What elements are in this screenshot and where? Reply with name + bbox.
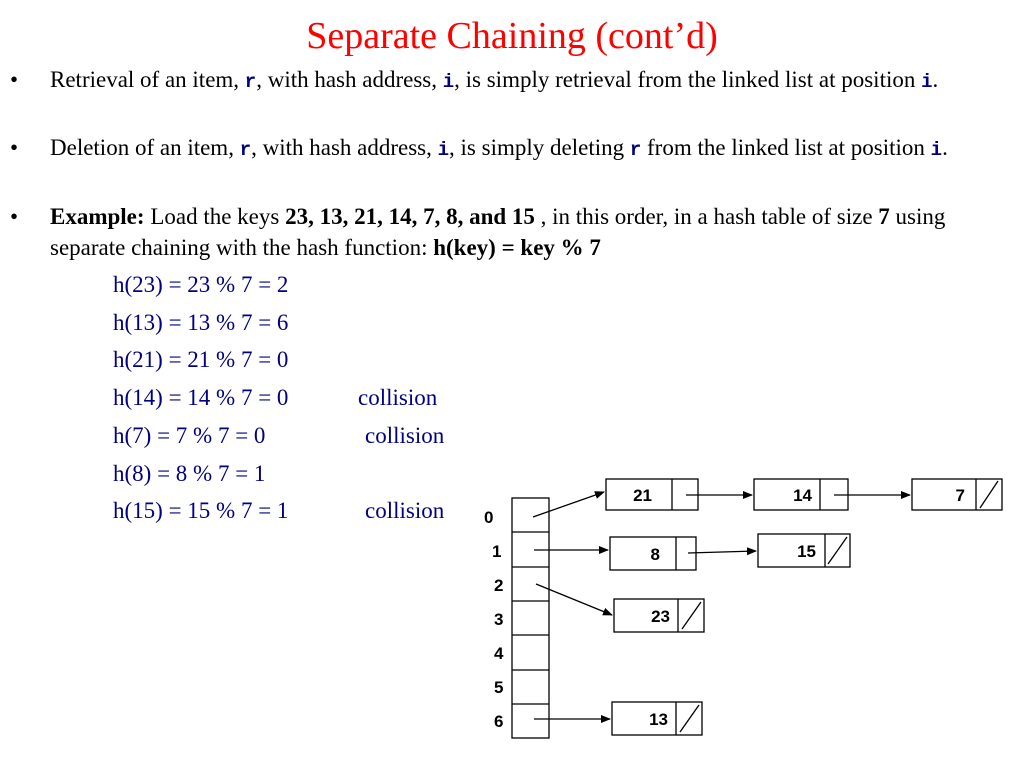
hash-expr: h(15) = 15 % 7 = 1: [113, 498, 289, 523]
code-i: i: [930, 139, 943, 161]
text-run: using separate chaining with the hash function:: [50, 204, 946, 260]
text-run: from the linked list at position: [641, 135, 931, 160]
bullet-icon: •: [10, 135, 19, 160]
bucket-index: 2: [494, 576, 504, 595]
hash-expr: h(13) = 13 % 7 = 6: [113, 310, 289, 335]
code-r: r: [629, 139, 642, 161]
code-r: r: [244, 71, 257, 93]
text-run: Retrieval of an item,: [50, 67, 245, 92]
bucket-index: 5: [494, 678, 504, 697]
collision-note: collision: [365, 498, 445, 523]
bucket-index: 1: [492, 542, 502, 561]
text-run: , with hash address,: [251, 135, 438, 160]
bucket-array: [512, 498, 549, 738]
text-run: , is simply deleting: [449, 135, 630, 160]
list-node: [606, 479, 698, 510]
node-value: 15: [797, 542, 816, 561]
node-value: 21: [633, 486, 652, 505]
bucket-index: 3: [494, 610, 504, 629]
hash-expr: h(23) = 23 % 7 = 2: [113, 272, 289, 297]
node-value: 8: [650, 545, 660, 564]
code-i: i: [437, 139, 450, 161]
bullet-icon: •: [10, 204, 19, 229]
text-run: .: [932, 67, 939, 92]
example-keys: 23, 13, 21, 14, 7, 8, and 15: [285, 204, 535, 229]
page-title: Separate Chaining (cont’d): [306, 15, 718, 57]
node-value: 14: [793, 486, 812, 505]
code-i: i: [442, 71, 455, 93]
node-value: 13: [649, 710, 668, 729]
hash-expr: h(14) = 14 % 7 = 0: [113, 385, 289, 410]
node-value: 7: [955, 486, 965, 505]
text-run: .: [942, 135, 948, 160]
text-run: Deletion of an item,: [50, 135, 240, 160]
text-run: Load the keys: [144, 204, 286, 229]
code-i: i: [921, 71, 933, 93]
bucket-index: 4: [494, 644, 504, 663]
hash-expr: h(8) = 8 % 7 = 1: [113, 461, 266, 486]
collision-note: collision: [365, 423, 445, 448]
bucket-index: 0: [484, 508, 494, 527]
text-run: , with hash address,: [256, 67, 443, 92]
pointer-arrow: [688, 551, 756, 553]
bucket-index: 6: [494, 712, 504, 731]
node-value: 23: [651, 607, 670, 626]
collision-note: collision: [358, 385, 438, 410]
code-r: r: [239, 139, 252, 161]
text-run: , is simply retrieval from the linked list at position: [454, 67, 922, 92]
hash-expr: h(21) = 21 % 7 = 0: [113, 347, 289, 372]
example-label: Example:: [50, 204, 145, 229]
table-size: 7: [878, 204, 890, 229]
hash-function: h(key) = key % 7: [433, 235, 601, 260]
hash-expr: h(7) = 7 % 7 = 0: [113, 423, 266, 448]
text-run: , in this order, in a hash table of size: [534, 204, 879, 229]
bullet-icon: •: [10, 67, 19, 92]
